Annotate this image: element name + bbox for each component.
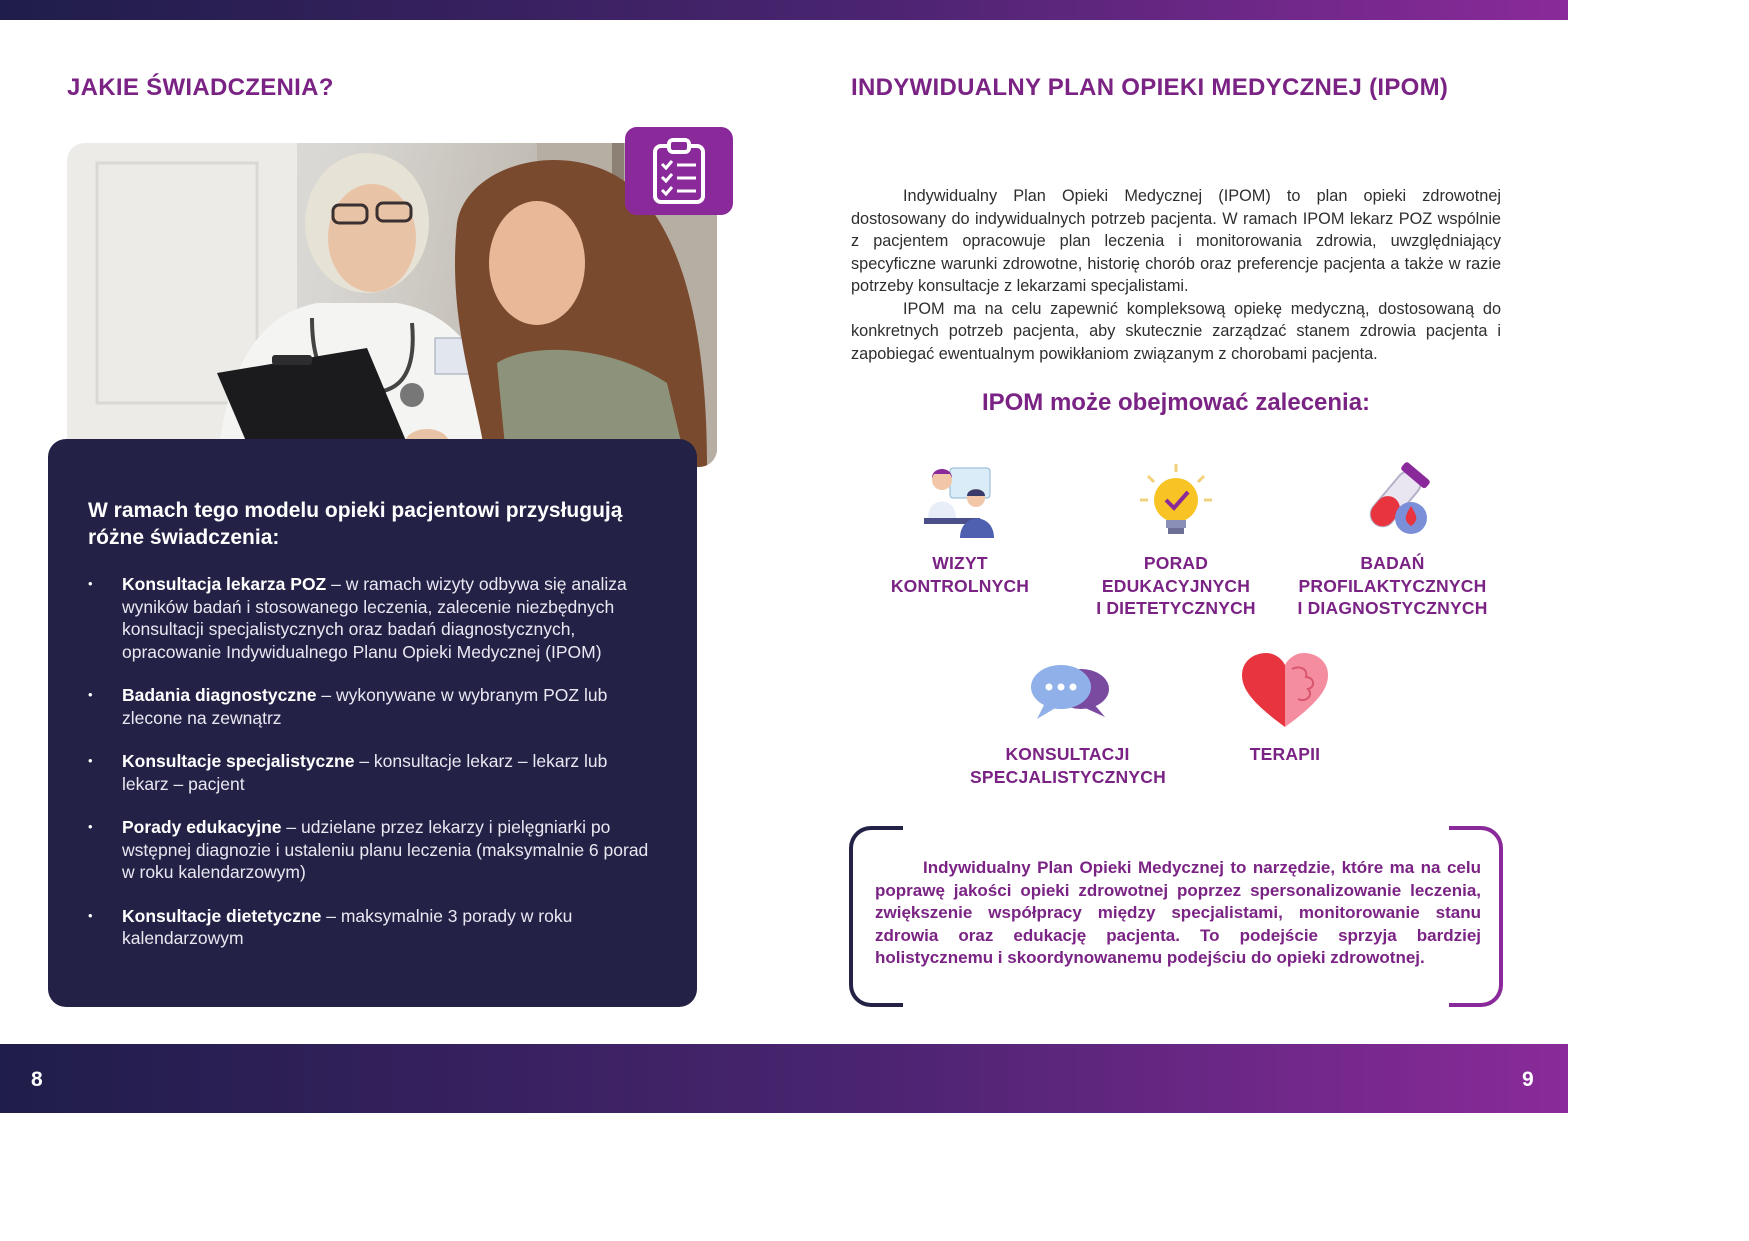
right-page-heading: INDYWIDUALNY PLAN OPIEKI MEDYCZNEJ (IPOM): [851, 74, 1449, 101]
item-text: – wykonywane w wybranym POZ lub zlecone na zewnątrz: [122, 685, 608, 728]
lightbulb-icon: [1136, 462, 1216, 542]
item-term: Badania diagnostyczne: [122, 685, 317, 705]
item-term: Konsultacje specjalistyczne: [122, 751, 355, 771]
item-term: Konsultacja lekarza POZ: [122, 574, 327, 594]
bottom-gradient-bar: [0, 1044, 1568, 1113]
clipboard-icon: [649, 136, 709, 206]
item-text: – maksymalnie 3 porady w roku kalendarzowym: [122, 905, 573, 948]
benefits-lead: W ramach tego modelu opieki pacjentowi przysługują różne świadczenia:: [88, 499, 623, 549]
page-number-right: 9: [1522, 1068, 1534, 1091]
recommendation-advice: [1091, 462, 1261, 620]
ipom-quote-box: [849, 826, 1503, 1007]
quote-text: Indywidualny Plan Opieki Medycznej to narzędzie, które ma na celu poprawę jakości opieki zdrowotnej poprzez spersonalizowanie leczenia, zwiększenie współpracy między specjalistami, monitorowanie stanu zdrowia oraz edukację pacjenta. To podejście sprzyja bardziej holistycznemu i skoordynowanemu podejściu do opieki zdrowotnej.: [875, 858, 1481, 967]
rec-line: BADAŃ: [1360, 553, 1425, 573]
ipom-intro: [851, 185, 1501, 365]
test-tube-icon: [1353, 462, 1433, 542]
doctor-visit-icon: [920, 462, 1000, 542]
item-term: Porady edukacyjne: [122, 817, 282, 837]
rec-line: I DIAGNOSTYCZNYCH: [1297, 598, 1488, 618]
recommendation-consultations: [970, 653, 1165, 788]
list-item: [88, 684, 657, 729]
list-item: [88, 573, 657, 663]
item-text: – konsultacje lekarz – lekarz lub lekarz – pacjent: [122, 751, 608, 794]
benefits-list: [88, 573, 657, 950]
list-item: [88, 750, 657, 795]
top-gradient-bar: [0, 0, 1568, 20]
doctor-patient-photo: [67, 143, 717, 467]
rec-line: I DIETETYCZNYCH: [1096, 598, 1256, 618]
heart-brain-icon: [1242, 653, 1328, 733]
list-item: [88, 816, 657, 884]
benefits-card: [48, 439, 697, 1007]
clipboard-checklist-badge: [625, 127, 733, 215]
rec-line: KONSULTACJI: [1005, 744, 1130, 764]
item-text: – udzielane przez lekarzy i pielęgniarki po wstępnej diagnozie i ustaleniu planu leczenia (maksymalnie 6 porad w roku kalendarzowym): [122, 817, 649, 882]
rec-line: TERAPII: [1249, 744, 1321, 764]
recommendation-tests: [1295, 462, 1490, 620]
left-page-heading: JAKIE ŚWIADCZENIA?: [67, 74, 334, 101]
ipom-subheading: IPOM może obejmować zalecenia:: [981, 389, 1371, 416]
intro-paragraph: Indywidualny Plan Opieki Medycznej (IPOM) to plan opieki zdrowotnej dostosowany do indywidualnych potrzeb pacjenta. W ramach IPOM lekarz POZ wspólnie z pacjentem opracowuje plan leczenia i monitorowania zdrowia, uwzględniający specyficzne warunki zdrowotne, historię chorób oraz preferencje pacjenta a także w razie potrzeby konsultacje z lekarzami specjalistami.: [851, 187, 1501, 295]
list-item: [88, 905, 657, 950]
rec-line: EDUKACYJNYCH: [1101, 575, 1251, 596]
rec-line: PROFILAKTYCZNYCH: [1298, 575, 1487, 596]
recommendation-therapy: [1225, 653, 1345, 766]
recommendation-visits: [880, 462, 1040, 597]
page-number-left: 8: [31, 1068, 43, 1091]
rec-line: PORAD: [1143, 553, 1209, 573]
rec-line: WIZYT: [932, 553, 988, 573]
rec-line: SPECJALISTYCZNYCH: [970, 766, 1166, 787]
item-text: – w ramach wizyty odbywa się analiza wyników badań i stosowanego leczenia, zalecenie niezbędnych konsultacji specjalistycznych oraz badań diagnostycznych, opracowanie Indywidualnego Planu Opieki Medycznej (IPOM): [122, 574, 627, 662]
item-term: Konsultacje dietetyczne: [122, 905, 322, 926]
intro-paragraph: IPOM ma na celu zapewnić kompleksową opiekę medyczną, dostosowaną do konkretnych potrzeb pacjenta, aby skutecznie zarządzać stanem zdrowia pacjenta i zapobiegać ewentualnym powikłaniom związanym z chorobami pacjenta.: [851, 299, 1501, 363]
speech-bubbles-icon: [1025, 653, 1111, 733]
rec-line: KONTROLNYCH: [890, 575, 1030, 596]
